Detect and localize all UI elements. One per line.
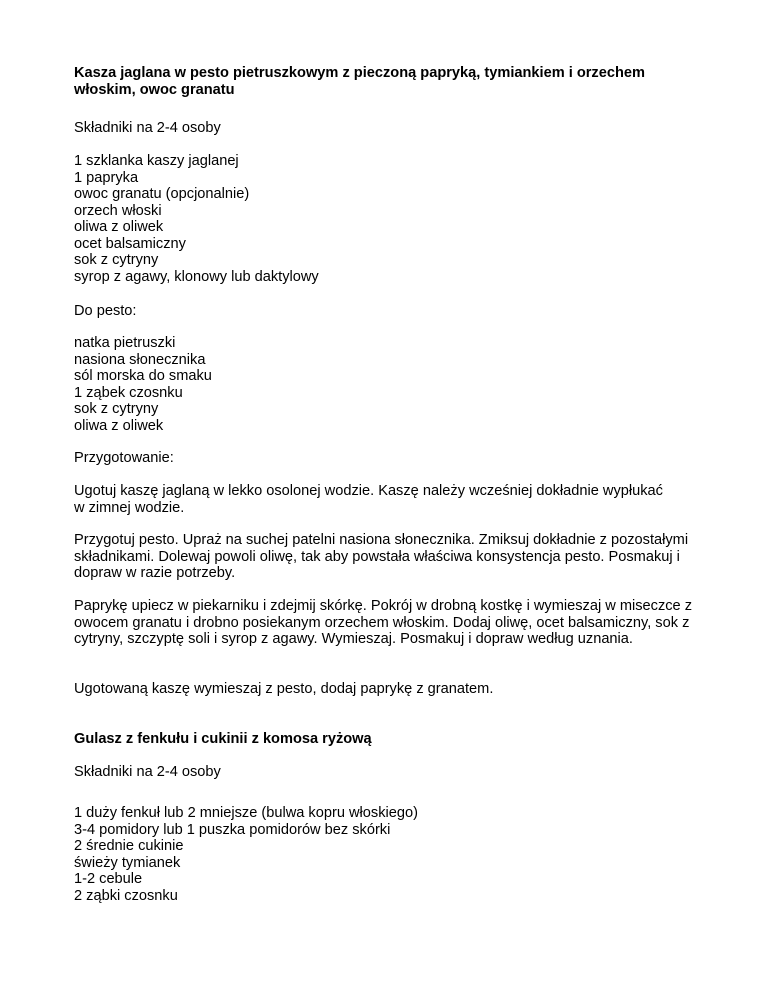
ingredient-item: 1 ząbek czosnku xyxy=(74,384,183,401)
ingredient-item: natka pietruszki xyxy=(74,335,176,351)
ingredient-item: ocet balsamiczny xyxy=(74,235,186,252)
ingredient-item: orzech włoski xyxy=(74,202,162,219)
pesto-ingredient-list xyxy=(74,335,212,434)
recipe-2-ingredient-list xyxy=(74,805,418,904)
preparation-step: Ugotuj kaszę jaglaną w lekko osolonej wodzie. Kaszę należy wcześniej dokładnie wypłukać w zimnej wodzie. xyxy=(74,483,663,516)
preparation-step: Paprykę upiecz w piekarniku i zdejmij skórkę. Pokrój w drobną kostkę i wymieszaj w miseczce z owocem granatu i drobno posiekanym orzechem włoskim. Dodaj oliwę, ocet balsamiczny, sok z cytryny, szczyptę soli i syrop z agawy. Wymieszaj. Posmakuj i dopraw według uznania. xyxy=(74,598,693,647)
ingredient-item: sok z cytryny xyxy=(74,401,159,417)
ingredient-item: sok z cytryny xyxy=(74,252,159,268)
preparation-step: Ugotowaną kaszę wymieszaj z pesto, dodaj paprykę z granatem. xyxy=(74,681,494,697)
ingredient-item: oliwa z oliwek xyxy=(74,219,164,235)
ingredient-item: 1 szklanka kaszy jaglanej xyxy=(74,153,239,169)
recipe-2-title: Gulasz z fenkułu i cukinii z komosa ryżową xyxy=(74,731,372,747)
pesto-heading: Do pesto: xyxy=(74,303,137,319)
recipe-1-ingredient-list xyxy=(74,153,319,285)
preparation-step: Przygotuj pesto. Upraż na suchej patelni nasiona słonecznika. Zmiksuj dokładnie z pozostałymi składnikami. Dolewaj powoli oliwę, tak aby powstała właściwa konsystencja pesto. Posmakuj i dopraw w razie potrzeby. xyxy=(74,532,689,581)
ingredient-item: sól morska do smaku xyxy=(74,368,212,384)
ingredient-item: oliwa z oliwek xyxy=(74,417,164,434)
ingredient-item: świeży tymianek xyxy=(74,854,181,871)
ingredient-item: 1 duży fenkuł lub 2 mniejsze (bulwa kopru włoskiego) xyxy=(74,805,418,821)
ingredient-item: 1 papryka xyxy=(74,169,139,186)
ingredient-item: 2 ząbki czosnku xyxy=(74,887,178,904)
ingredient-item: owoc granatu (opcjonalnie) xyxy=(74,186,250,202)
ingredient-item: syrop z agawy, klonowy lub daktylowy xyxy=(74,268,319,285)
recipe-2-servings: Składniki na 2-4 osoby xyxy=(74,764,221,780)
ingredient-item: 1-2 cebule xyxy=(74,871,143,887)
preparation-heading: Przygotowanie: xyxy=(74,450,174,466)
recipe-1-title: Kasza jaglana w pesto pietruszkowym z pieczoną papryką, tymiankiem i orzechem włoskim, owoc granatu xyxy=(74,65,645,98)
ingredient-item: 3-4 pomidory lub 1 puszka pomidorów bez skórki xyxy=(74,821,391,838)
recipe-1-servings: Składniki na 2-4 osoby xyxy=(74,120,221,136)
ingredient-item: 2 średnie cukinie xyxy=(74,838,184,854)
ingredient-item: nasiona słonecznika xyxy=(74,351,206,368)
